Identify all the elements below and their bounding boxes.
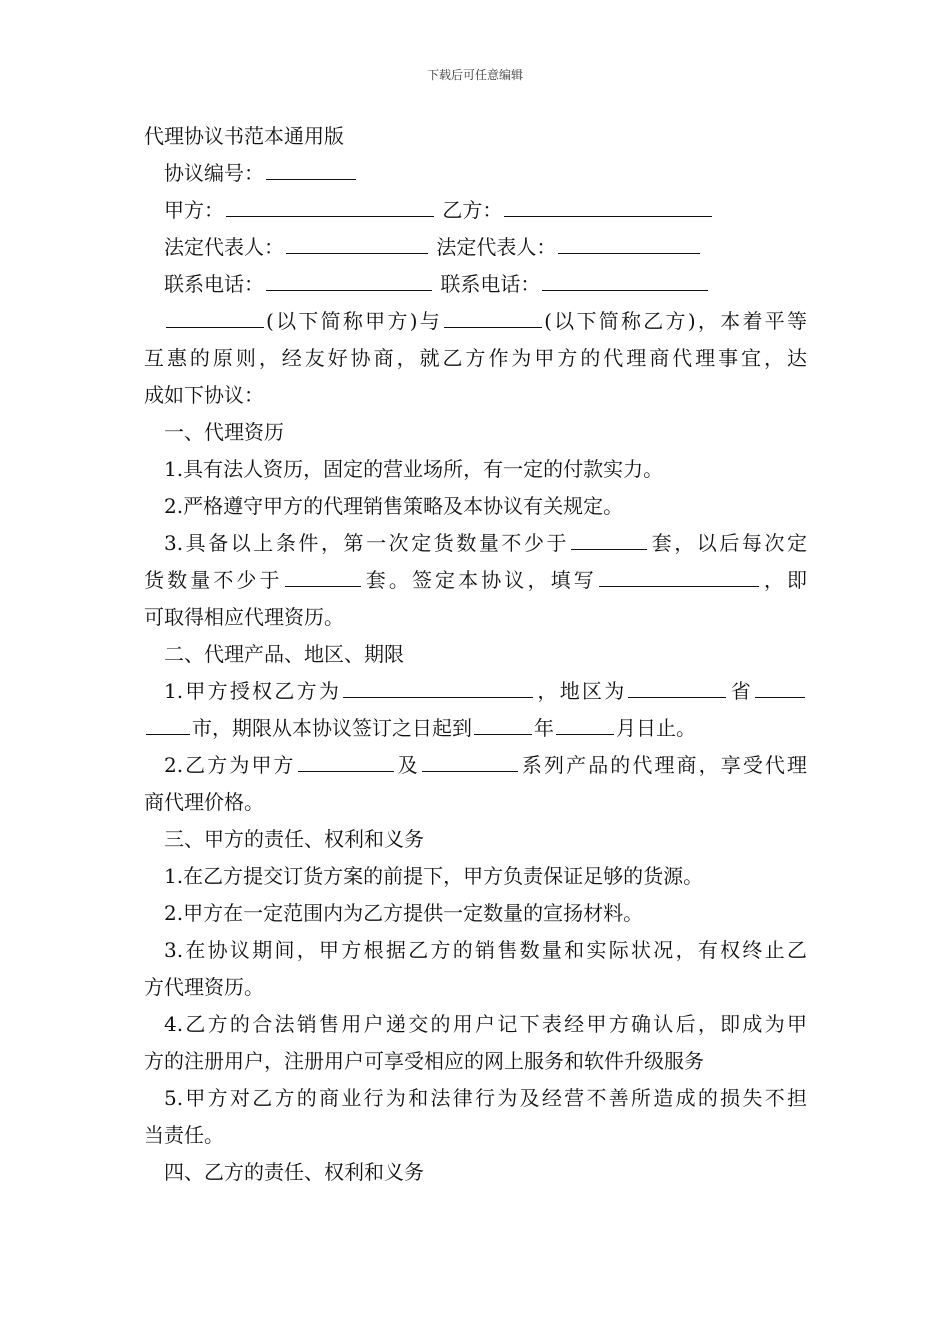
section-3-item-5-line-2: 当责任。 xyxy=(144,1123,224,1147)
phone-b-blank[interactable] xyxy=(542,268,708,291)
intro-party-a-blank[interactable] xyxy=(166,305,264,328)
representatives-line xyxy=(144,229,807,266)
section-2-item-2-line-1 xyxy=(144,747,807,784)
phone-b-label: 联系电话： xyxy=(440,272,541,296)
agreement-number-line xyxy=(144,155,807,192)
rep-a-label: 法定代表人： xyxy=(164,235,284,259)
party-b-label: 乙方： xyxy=(442,198,503,222)
intro-line-2: 互惠的原则，经友好协商，就乙方作为甲方的代理商代理事宜，达 xyxy=(144,346,807,370)
s1-i3-text-e: ，即 xyxy=(760,568,807,592)
s1-i3-text-d: 套。签定本协议，填写 xyxy=(362,568,597,592)
section-1-heading: 一、代理资历 xyxy=(164,420,284,444)
section-2-item-1-line-2 xyxy=(144,710,807,747)
section-3-heading: 三、甲方的责任、权利和义务 xyxy=(164,827,424,851)
section-3-item-3-line-1: 3.在协议期间，甲方根据乙方的销售数量和实际状况，有权终止乙 xyxy=(164,938,807,962)
section-1-item-3-line-2 xyxy=(144,562,807,599)
section-3-item-1: 1.在乙方提交订货方案的前提下，甲方负责保证足够的货源。 xyxy=(164,864,704,888)
fill-in-blank[interactable] xyxy=(599,564,759,587)
s1-i3-text-b: 套，以后每次定 xyxy=(649,531,807,555)
section-1-item-1: 1.具有法人资历，固定的营业场所，有一定的付款实力。 xyxy=(164,457,664,481)
section-1-item-2: 2.严格遵守甲方的代理销售策略及本协议有关规定。 xyxy=(164,494,624,518)
s1-i3-text-a: 3.具备以上条件，第一次定货数量不少于 xyxy=(164,531,570,555)
section-3-item-5-line-1: 5.甲方对乙方的商业行为和法律行为及经营不善所造成的损失不担 xyxy=(164,1086,807,1110)
section-3-item-2: 2.甲方在一定范围内为乙方提供一定数量的宣扬材料。 xyxy=(164,901,644,925)
rep-b-blank[interactable] xyxy=(558,231,700,254)
agreement-number-blank[interactable] xyxy=(266,157,356,180)
agreement-number-label: 协议编号： xyxy=(164,161,264,185)
product-2-blank[interactable] xyxy=(422,749,518,772)
phone-a-label: 联系电话： xyxy=(164,272,264,296)
intro-text-2: (以下简称乙方)，本着平等 xyxy=(544,309,807,333)
first-order-qty-blank[interactable] xyxy=(571,527,647,550)
phones-line xyxy=(144,266,807,303)
intro-party-b-blank[interactable] xyxy=(444,305,542,328)
section-3-item-4-line-1: 4.乙方的合法销售用户递交的用户记下表经甲方确认后，即成为甲 xyxy=(164,1012,807,1036)
s2-i2-text-b: 及 xyxy=(395,753,420,777)
document-body xyxy=(144,118,807,1191)
section-2-heading: 二、代理产品、地区、期限 xyxy=(164,642,404,666)
s2-i2-text-c: 系列产品的代理商，享受代理 xyxy=(519,753,807,777)
s2-i1-text-d: 市，期限从本协议签订之日起到 xyxy=(192,716,472,740)
city-blank-part-1[interactable] xyxy=(755,675,805,698)
section-2-item-2-line-2: 商代理价格。 xyxy=(144,790,264,814)
section-1-item-3-line-3: 可取得相应代理资历。 xyxy=(144,605,344,629)
product-1-blank[interactable] xyxy=(298,749,394,772)
intro-line-1 xyxy=(144,303,807,340)
phone-a-blank[interactable] xyxy=(266,268,432,291)
s2-i1-text-a: 1.甲方授权乙方为 xyxy=(164,679,342,703)
s1-i3-text-c: 货数量不少于 xyxy=(144,568,283,592)
section-2-item-1-line-1 xyxy=(144,673,807,710)
party-a-blank[interactable] xyxy=(226,194,434,217)
document-title: 代理协议书范本通用版 xyxy=(144,124,344,148)
s2-i1-text-f: 月日止。 xyxy=(616,716,696,740)
city-blank-part-2[interactable] xyxy=(146,712,190,735)
year-blank[interactable] xyxy=(474,712,532,735)
party-a-label: 甲方： xyxy=(164,198,224,222)
section-3-item-3-line-2: 方代理资历。 xyxy=(144,975,264,999)
province-blank[interactable] xyxy=(628,675,726,698)
month-blank[interactable] xyxy=(556,712,614,735)
rep-a-blank[interactable] xyxy=(286,231,428,254)
intro-line-3: 成如下协议： xyxy=(144,383,264,407)
page-header: 下载后可任意编辑 xyxy=(426,68,523,82)
agent-type-blank[interactable] xyxy=(343,675,533,698)
s2-i1-text-c: 省 xyxy=(728,679,754,703)
section-1-item-3-line-1 xyxy=(144,525,807,562)
parties-line xyxy=(144,192,807,229)
rep-b-label: 法定代表人： xyxy=(436,235,557,259)
s2-i2-text-a: 2.乙方为甲方 xyxy=(164,753,296,777)
s2-i1-text-b: ，地区为 xyxy=(535,679,627,703)
party-b-blank[interactable] xyxy=(504,194,712,217)
intro-text-1: (以下简称甲方)与 xyxy=(266,309,443,333)
section-4-heading: 四、乙方的责任、权利和义务 xyxy=(164,1160,424,1184)
section-3-item-4-line-2: 方的注册用户，注册用户可享受相应的网上服务和软件升级服务 xyxy=(144,1049,704,1073)
later-order-qty-blank[interactable] xyxy=(285,564,361,587)
s2-i1-text-e: 年 xyxy=(534,716,554,740)
